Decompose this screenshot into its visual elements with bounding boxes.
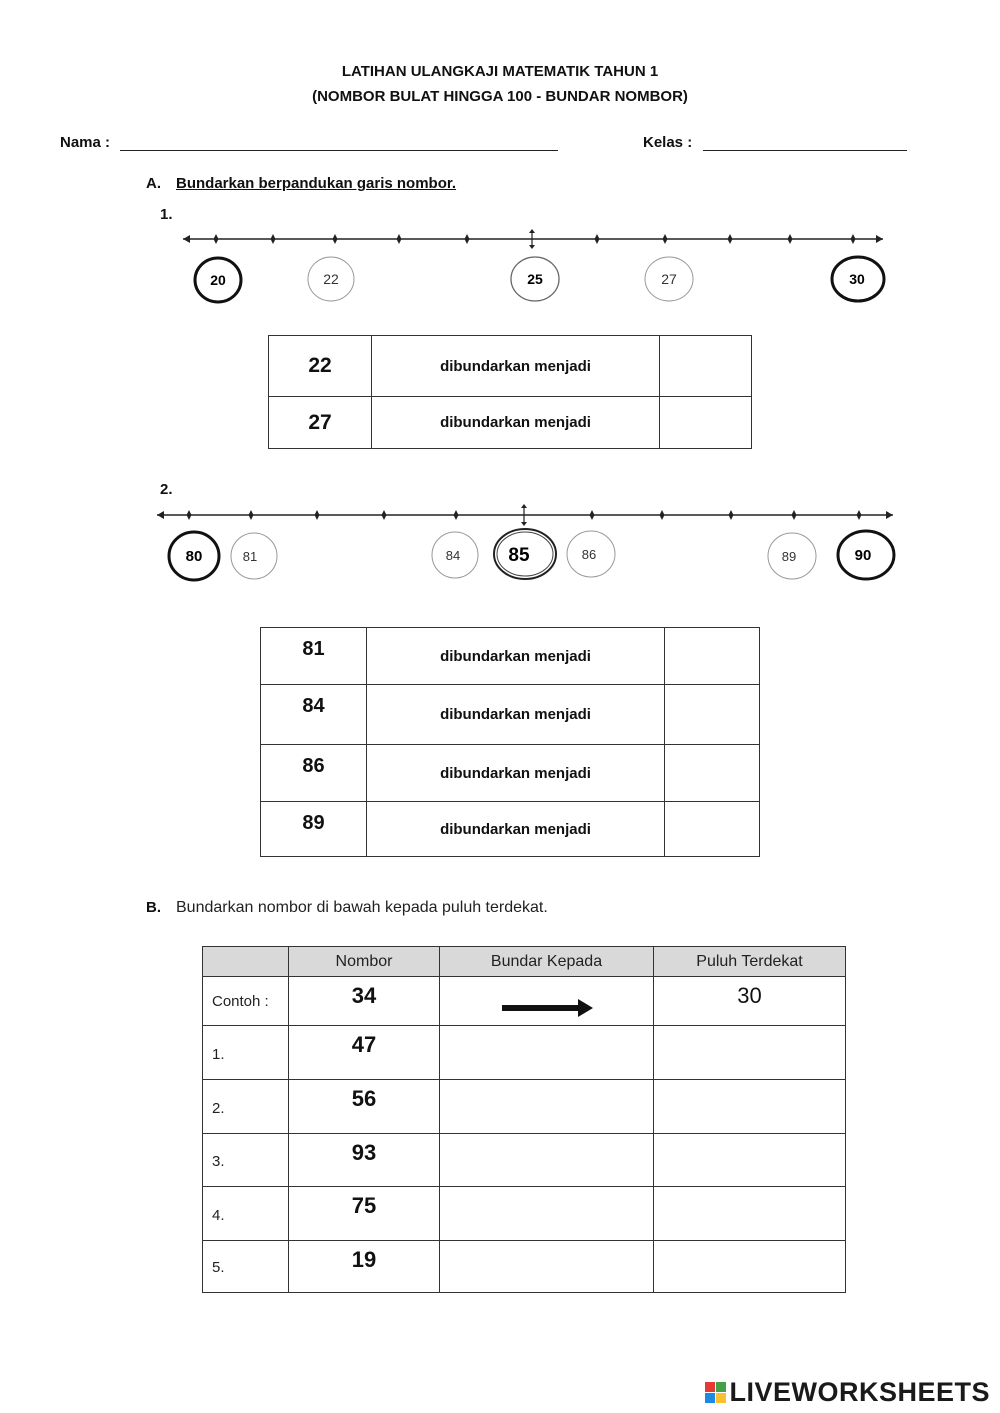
q2-answer-cell[interactable] (665, 628, 760, 685)
logo-text: LIVEWORKSHEETS (729, 1377, 990, 1407)
row-label: 4. (203, 1187, 289, 1241)
table-row (261, 745, 760, 802)
table-row (269, 336, 752, 397)
q2-row-number: 84 (261, 685, 367, 745)
question-1-number: 1. (160, 206, 173, 223)
table-row (203, 1134, 846, 1187)
table-row (203, 1026, 846, 1080)
circle-label-84: 84 (445, 548, 461, 563)
row-arrow-cell[interactable] (440, 1187, 654, 1241)
row-answer-cell[interactable] (654, 1134, 846, 1187)
example-label: Contoh : (203, 977, 289, 1026)
row-arrow-cell[interactable] (440, 1026, 654, 1080)
q2-row-text: dibundarkan menjadi (367, 628, 665, 685)
number-line-1 (0, 0, 1000, 320)
logo-mark-icon (705, 1382, 726, 1403)
circle-label-80: 80 (185, 548, 203, 565)
q1-row-number: 22 (269, 336, 372, 397)
worksheet-title: LATIHAN ULANGKAJI MATEMATIK TAHUN 1 (341, 63, 659, 80)
table-q1 (268, 335, 752, 449)
table-section-b (202, 946, 846, 1293)
circle-label-25: 25 (527, 271, 543, 287)
right-arrow-icon (500, 998, 594, 1018)
row-label: 1. (203, 1026, 289, 1080)
row-number: 19 (289, 1241, 440, 1293)
table-row (203, 1080, 846, 1134)
q1-row-text: dibundarkan menjadi (372, 397, 660, 449)
q2-row-text: dibundarkan menjadi (367, 802, 665, 857)
row-answer-cell[interactable] (654, 1241, 846, 1293)
row-answer-cell[interactable] (654, 1187, 846, 1241)
q1-answer-cell[interactable] (660, 397, 752, 449)
q2-row-number: 81 (261, 628, 367, 685)
q2-answer-cell[interactable] (665, 802, 760, 857)
example-number: 34 (289, 977, 440, 1026)
row-arrow-cell[interactable] (440, 1241, 654, 1293)
q2-row-text: dibundarkan menjadi (367, 745, 665, 802)
header-nombor: Nombor (289, 947, 440, 977)
question-2-number: 2. (160, 481, 173, 498)
section-b-letter: B. (146, 899, 161, 916)
header-blank (203, 947, 289, 977)
row-arrow-cell[interactable] (440, 1080, 654, 1134)
circle-label-27: 27 (661, 271, 677, 287)
table-q2 (260, 627, 760, 857)
row-answer-cell[interactable] (654, 1080, 846, 1134)
table-row (261, 628, 760, 685)
circle-label-81: 81 (242, 549, 258, 564)
row-answer-cell[interactable] (654, 1026, 846, 1080)
circle-label-85: 85 (508, 545, 530, 566)
worksheet-subtitle: (NOMBOR BULAT HINGGA 100 - BUNDAR NOMBOR) (312, 88, 688, 105)
header-puluh-terdekat: Puluh Terdekat (654, 947, 846, 977)
q1-row-number: 27 (269, 397, 372, 449)
example-arrow-cell (440, 977, 654, 1026)
q2-row-number: 86 (261, 745, 367, 802)
row-number: 56 (289, 1080, 440, 1134)
table-header-row (203, 947, 846, 977)
row-label: 5. (203, 1241, 289, 1293)
row-number: 93 (289, 1134, 440, 1187)
circle-label-20: 20 (210, 272, 226, 288)
row-label: 3. (203, 1134, 289, 1187)
table-row (203, 1187, 846, 1241)
table-row (203, 977, 846, 1026)
q2-row-number: 89 (261, 802, 367, 857)
table-row (269, 397, 752, 449)
circle-label-90: 90 (854, 547, 872, 564)
row-arrow-cell[interactable] (440, 1134, 654, 1187)
circle-label-86: 86 (581, 547, 597, 562)
table-row (261, 685, 760, 745)
liveworksheets-logo[interactable] (705, 1377, 990, 1408)
circle-label-22: 22 (323, 271, 339, 287)
row-number: 75 (289, 1187, 440, 1241)
circle-label-89: 89 (781, 549, 797, 564)
q2-row-text: dibundarkan menjadi (367, 685, 665, 745)
section-b-instruction: Bundarkan nombor di bawah kepada puluh terdekat. (176, 899, 548, 916)
class-label: Kelas : (643, 134, 693, 151)
section-a-instruction: Bundarkan berpandukan garis nombor. (176, 175, 457, 192)
row-label: 2. (203, 1080, 289, 1134)
example-answer: 30 (654, 977, 846, 1026)
table-row (203, 1241, 846, 1293)
q2-answer-cell[interactable] (665, 745, 760, 802)
row-number: 47 (289, 1026, 440, 1080)
q2-answer-cell[interactable] (665, 685, 760, 745)
name-label: Nama : (60, 134, 111, 151)
section-a-letter: A. (146, 175, 161, 192)
table-row (261, 802, 760, 857)
circle-label-30: 30 (849, 271, 865, 287)
q1-row-text: dibundarkan menjadi (372, 336, 660, 397)
number-line-2 (0, 490, 1000, 600)
header-bundar-kepada: Bundar Kepada (440, 947, 654, 977)
q1-answer-cell[interactable] (660, 336, 752, 397)
